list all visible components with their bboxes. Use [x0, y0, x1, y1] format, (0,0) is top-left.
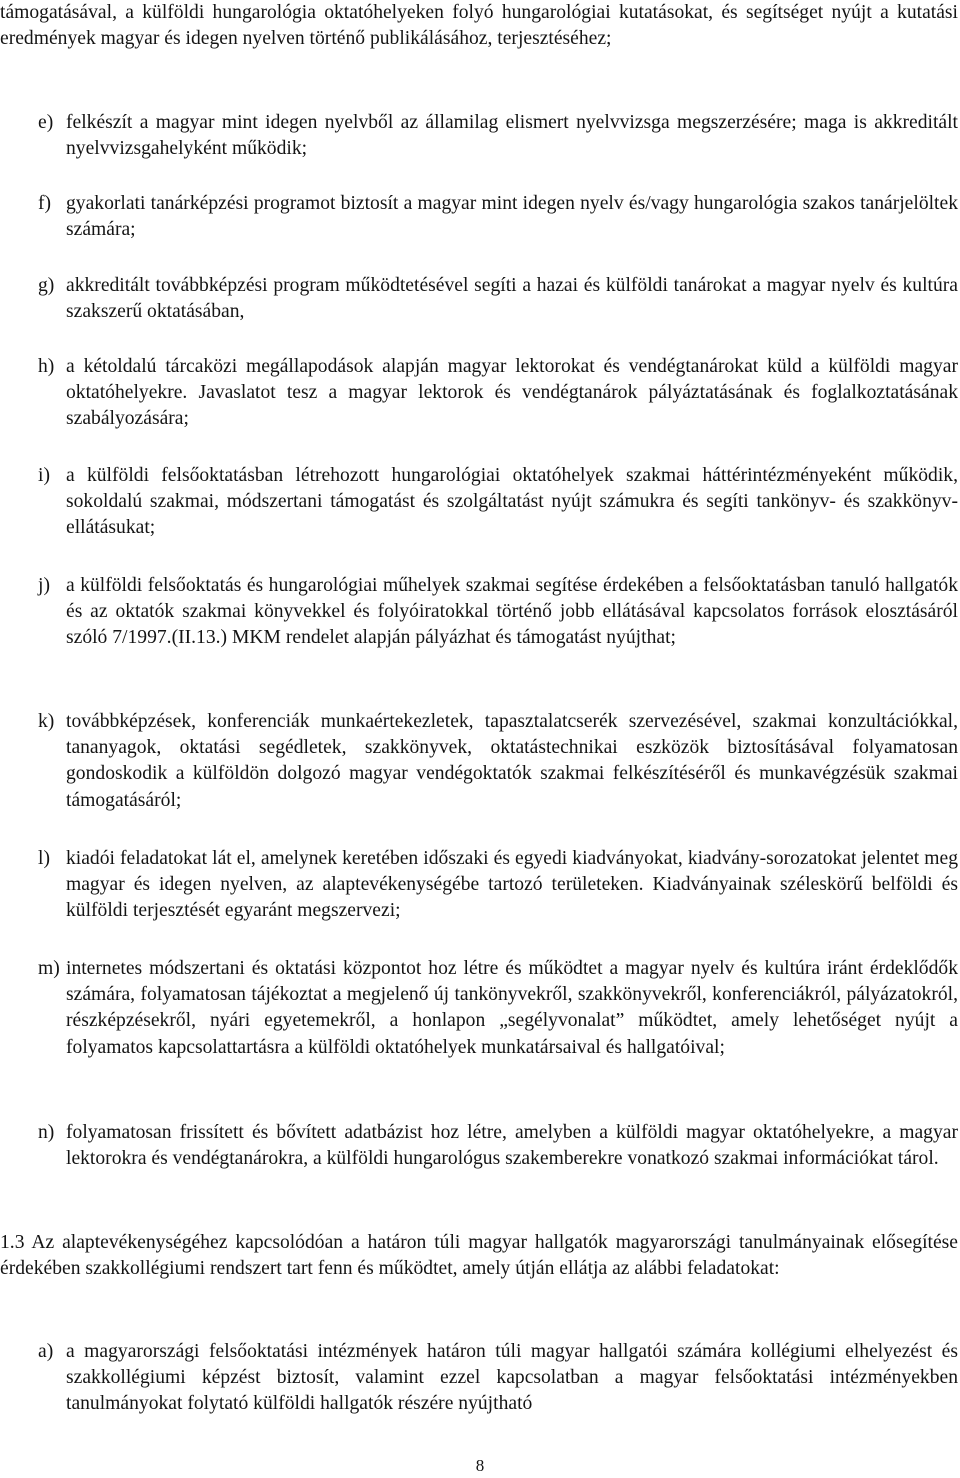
list-item-marker: j): [38, 575, 50, 596]
list-item-text: akkreditált továbbképzési program működtetésével segíti a hazai és külföldi tanárokat a magyar nyelv és kultúra szakszerű oktatásában,: [66, 275, 958, 323]
list-item-text: a külföldi felsőoktatás és hungarológiai műhelyek szakmai segítése érdekében a felsőoktatásban tanuló hallgatók és az oktatók szakmai könyvekkel és folyóiratokkal történő jobb ellátásával kapcsolatos források elosztásáról szóló 7/1997.(II.13.) MKM rendelet alapján pályázhat és támogatást nyújthat;: [66, 575, 958, 649]
list-item-k: [0, 709, 958, 814]
continuation-paragraph: támogatásával, a külföldi hungarológia oktatóhelyeken folyó hungarológiai kutatásokat, és segítséget nyújt a kutatási eredmények magyar és idegen nyelven történő publikálásához, terjesztéséhez;: [0, 2, 958, 50]
list-item-marker: e): [38, 112, 54, 133]
list-item-marker: k): [38, 711, 55, 732]
list-item-text: továbbképzések, konferenciák munkaértekezletek, tapasztalatcserék szervezésével, szakmai konzultációkkal, tananyagok, oktatási segédletek, szakkönyvek, oktatástechnikai eszközök biztosításával folyamatosan gondoskodik a külföldön dolgozó magyar vendégoktatók szakmai felkészítéséről és munkavégzésük szakmai támogatásáról;: [66, 711, 958, 811]
list-item-j: [0, 573, 958, 652]
list-item-marker: h): [38, 356, 55, 377]
list-item-marker: i): [38, 465, 50, 486]
list-item-m: [0, 956, 958, 1061]
list-item-marker: a): [38, 1341, 54, 1362]
page-number: 8: [475, 1456, 485, 1475]
list-item-h: [0, 354, 958, 433]
list-item-text: folyamatosan frissített és bővített adatbázist hoz létre, amelyben a külföldi magyar oktatóhelyekre, a magyar lektorokra és vendégtanárokra, a külföldi hungarológus szakemberekre vonatkozó szakmai információkat tárol.: [66, 1122, 958, 1170]
list-item-g: [0, 273, 958, 325]
list-item-f: [0, 191, 958, 243]
list-item-e: [0, 110, 958, 162]
list-item-marker: m): [38, 958, 60, 979]
list-item-text: a külföldi felsőoktatásban létrehozott hungarológiai oktatóhelyek szakmai háttérintézményeként működik, sokoldalú szakmai, módszertani támogatást és szolgáltatást nyújt számukra és segíti tankönyv- és szakkönyv-ellátásukat;: [66, 465, 958, 539]
list-item-text: kiadói feladatokat lát el, amelynek keretében időszaki és egyedi kiadványokat, kiadvány-sorozatokat jelentet meg magyar és idegen nyelven, az alaptevékenységébe tartozó területeken. Kiadványainak széleskörű belföldi és külföldi terjesztését egyaránt megszervezi;: [66, 848, 958, 922]
sub-list-item-a: [0, 1339, 958, 1418]
list-item-text: a magyarországi felsőoktatási intézmények határon túli magyar hallgatói számára kollégiumi elhelyezést és szakkollégiumi képzést biztosít, valamint ezzel kapcsolatban a magyar felsőoktatási intézményekben tanulmányokat folytató külföldi hallgatók részére nyújtható: [66, 1341, 958, 1415]
list-item-marker: n): [38, 1122, 55, 1143]
list-item-n: [0, 1120, 958, 1172]
section-1-3-paragraph: 1.3 Az alaptevékenységéhez kapcsolódóan a határon túli magyar hallgatók magyarországi tanulmányainak elősegítése érdekében szakkollégiumi rendszert tart fenn és működtet, amely útján ellátja az alábbi feladatokat:: [0, 1232, 958, 1280]
list-item-marker: g): [38, 275, 55, 296]
list-item-text: gyakorlati tanárképzési programot biztosít a magyar mint idegen nyelv és/vagy hungarológia szakos tanárjelöltek számára;: [66, 193, 958, 241]
list-item-i: [0, 463, 958, 542]
list-item-text: felkészít a magyar mint idegen nyelvből az államilag elismert nyelvvizsga megszerzésére; maga is akkreditált nyelvvizsgahelyként működik;: [66, 112, 958, 160]
list-item-marker: l): [38, 848, 50, 869]
list-item-l: [0, 846, 958, 925]
list-item-text: a kétoldalú tárcaközi megállapodások alapján magyar lektorokat és vendégtanárokat küld a külföldi magyar oktatóhelyekre. Javaslatot tesz a magyar lektorok és vendégtanárok pályáztatásának és foglalkoztatásának szabályozására;: [66, 356, 958, 430]
list-item-text: internetes módszertani és oktatási központot hoz létre és működtet a magyar nyelv és kultúra iránt érdeklődők számára, folyamatosan tájékoztat a megjelenő új tankönyvekről, szakkönyvekről, konferenciákról, pályázatokról, részképzésekről, nyári egyetemekről, a honlapon „segélyvonalat” működtet, amely lehetőséget nyújt a folyamatos kapcsolattartásra a külföldi oktatóhelyek munkatársaival és hallgatóival;: [66, 958, 958, 1058]
list-item-marker: f): [38, 193, 52, 214]
